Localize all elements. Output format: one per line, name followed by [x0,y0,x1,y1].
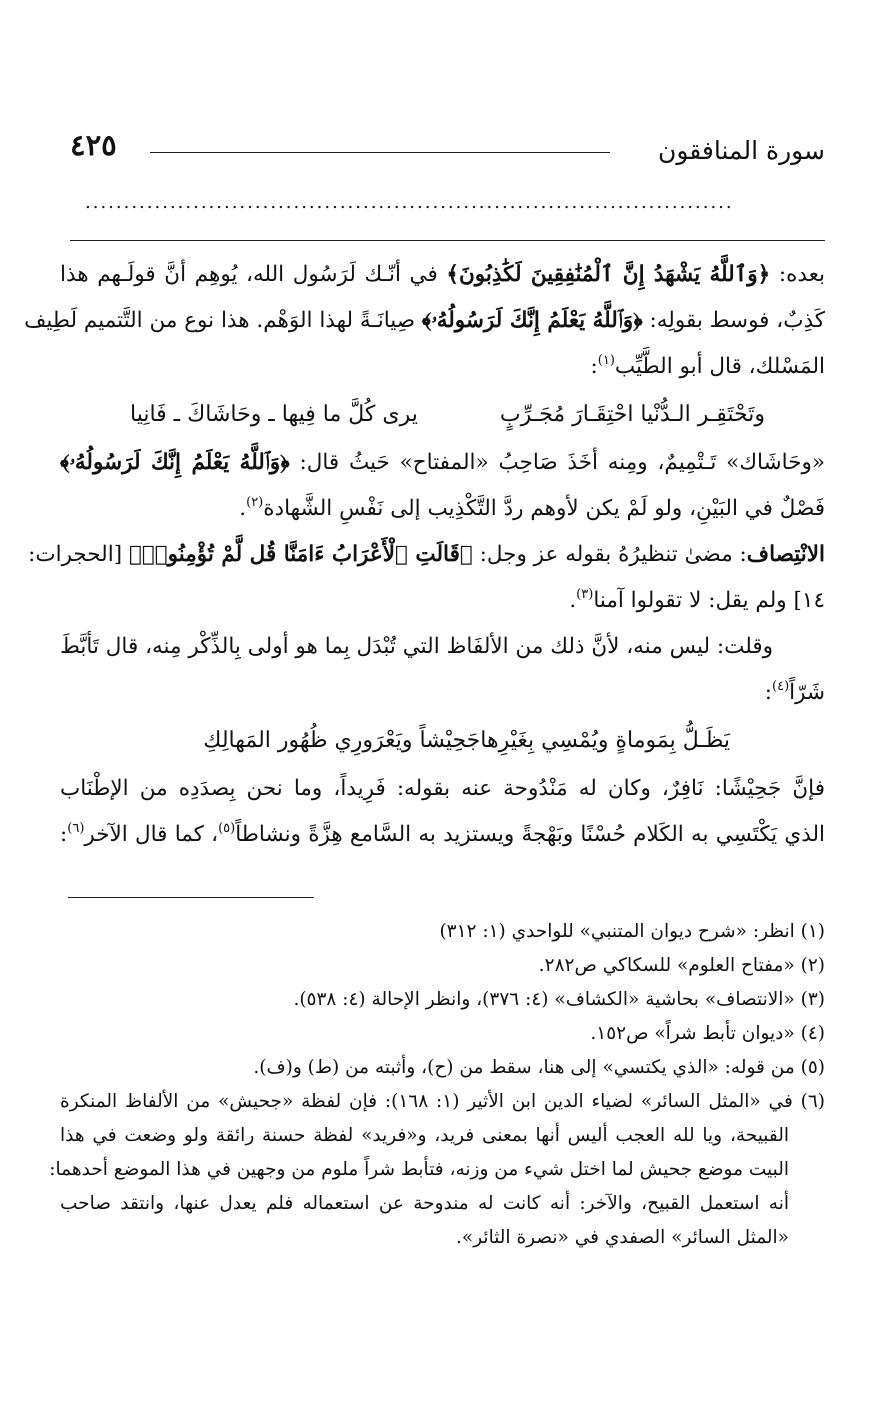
footnote-continuation: البيت موضع جحيش لما اختل شيء من وزنه، فتأبط شراً ملوم من وجهين في هذا الموضع أحدهما: [49,1159,789,1180]
footnote: (٥) من قوله: «الذي يكتسي» إلى هنا، سقط من (ح)، وأثبته من (ط) و(ف). [253,1057,825,1078]
verse-hemistich: يرى كُلَّ ما فِيها ـ وحَاشَاكَ ـ فَانِيا [130,402,418,427]
footnote: (٢) «مفتاح العلوم» للسكاكي ص٢٨٢. [538,955,825,976]
text-line: بعده: ﴿وَٱللَّهُ يَشْهَدُ إِنَّ ٱلْمُنَٰفِقِينَ لَكَٰذِبُونَ﴾ في أنّـك لَرَسُول الله، يُوهِم أنَّ قولَـهم هذا [60,262,826,287]
verse-hemistich: وتَحْتَقِـر الـدُّنْيا احْتِقَـارَ مُجَـرِّبٍ [499,402,765,427]
text-line: ١٤] ولم يقل: لا تقولوا آمنا$^{(٣)}$. [569,587,825,613]
footnote-continuation: «المثل السائر» الصفدي في «نصرة الثائر». [456,1227,789,1248]
footnote-rule [68,897,314,898]
poetry-verse [60,390,825,440]
quran-quote: ﴿وَٱللَّهُ يَشْهَدُ إِنَّ ٱلْمُنَٰفِقِينَ لَكَٰذِبُونَ﴾ [446,262,771,287]
quran-quote: ﴿وَٱللَّهُ يَعْلَمُ إِنَّكَ لَرَسُولُهُۥ﴾ [60,450,290,475]
text-line: الانْتِصاف: مضىٰ تنظيرُهُ بقوله عز وجل: ﴿قَالَتِ ٱلْأَعْرَابُ ءَامَنَّا قُل لَّمْ تُؤْمِنُوا۟﴾ [الحجرات: [28,542,825,567]
quran-quote: ﴿قَالَتِ ٱلْأَعْرَابُ ءَامَنَّا قُل لَّمْ تُؤْمِنُوا۟﴾ [128,542,473,567]
footnote-continuation: القبيحة، ويا لله العجب أليس أنها بمعنى فريد، و«فريد» لفظة حسنة رائقة ولو وضعت في هذا [60,1125,789,1146]
page-number: ٤٢٥ [70,128,117,162]
text-line: «وحَاشَاك» تَـتْمِيمٌ، ومِنه أخَذَ صَاحِبُ «المفتاح» حَيثُ قال: ﴿وَٱللَّهُ يَعْلَمُ إِنَّكَ لَرَسُولُهُۥ﴾ [60,450,825,475]
text-line: كَذِبٌ، فوسط بقولِه: ﴿وَٱللَّهُ يَعْلَمُ إِنَّكَ لَرَسُولُهُۥ﴾ صِيانَـةً لهذا الوَهْم. هذا نوع من التَّتميم لَطِيف [24,308,825,333]
poetry-verse [60,716,825,766]
text-line: فإنَّ جَحِيْشًا: نَافِرٌ، وكان له مَنْدُوحة عنه بقوله: فَرِيداً، وما نحن بِصدَدِه من الإطْنَاب [60,776,825,801]
text-line: الذي يَكْتَسِي به الكَلام حُسْنًا وبَهْجةً ويستزيد به السَّامع هِزَّةً ونشاطاً$^{(٥)}$، كما قال الآخر$^{(٦)}$: [60,821,826,847]
footnote: (١) انظر: «شرح ديوان المتنبي» للواحدي (١: ٣١٢) [439,921,825,942]
dotted-separator: .................................................................................... [85,193,734,213]
footnote: (٣) «الانتصاف» بحاشية «الكشاف» (٤: ٣٧٦)، وانظر الإحالة (٤: ٥٣٨). [293,989,825,1010]
footnote-ref: (٦) [67,821,85,836]
text-line: فَصْلٌ في البَيْنِ، ولو لَمْ يكن لأوهم ردَّ التَّكْذِيب إلى نَفْسِ الشَّهادة$^{(٢)}$. [239,495,825,521]
footnotes [49,915,825,1255]
footnote: (٦) في «المثل السائر» لضياء الدين ابن الأثير (١: ١٦٨): فإن لفظة «جحيش» من الألفاظ المنكرة [60,1091,825,1112]
footnote-ref: (٢) [246,495,264,510]
main-text [24,252,826,858]
footnote-ref: (٥) [218,821,236,836]
text-top-rule [70,240,825,241]
footnote-ref: (٤) [772,679,790,694]
footnote-continuation: أنه استعمل القبيح، والآخر: أنه كانت له مندوحة عن استعماله فلم يعدل عنها، وانتقد صاحب [60,1193,789,1214]
verse-hemistich: يَظَـلُّ بِمَوماةٍ ويُمْسِي بِغَيْرِها [480,728,730,753]
running-title: سورة المنافقون [657,136,825,165]
text-line: وقلت: ليس منه، لأنَّ ذلك من الألفَاظ التي تُبْدَل بِما هو أولى بِالذِّكْر مِنه، قال تَأبَّطَ [60,634,773,659]
footnote-ref: (٣) [576,587,594,602]
footnote: (٤) «ديوان تأبط شراً» ص١٥٢. [590,1023,825,1044]
verse-hemistich: جَحِيْشاً ويَعْرَورِي ظُهُور المَهالِكِ [203,728,481,753]
text-line: شَرّاً$^{(٤)}$: [764,679,825,705]
text-line: المَسْلك، قال أبو الطَّيِّب$^{(١)}$: [590,353,825,379]
page-header [70,128,825,172]
header-rule [150,152,610,153]
section-label: الانْتِصاف [746,542,825,567]
footnote-ref: (١) [597,353,615,368]
quran-quote: ﴿وَٱللَّهُ يَعْلَمُ إِنَّكَ لَرَسُولُهُۥ﴾ [421,308,643,333]
